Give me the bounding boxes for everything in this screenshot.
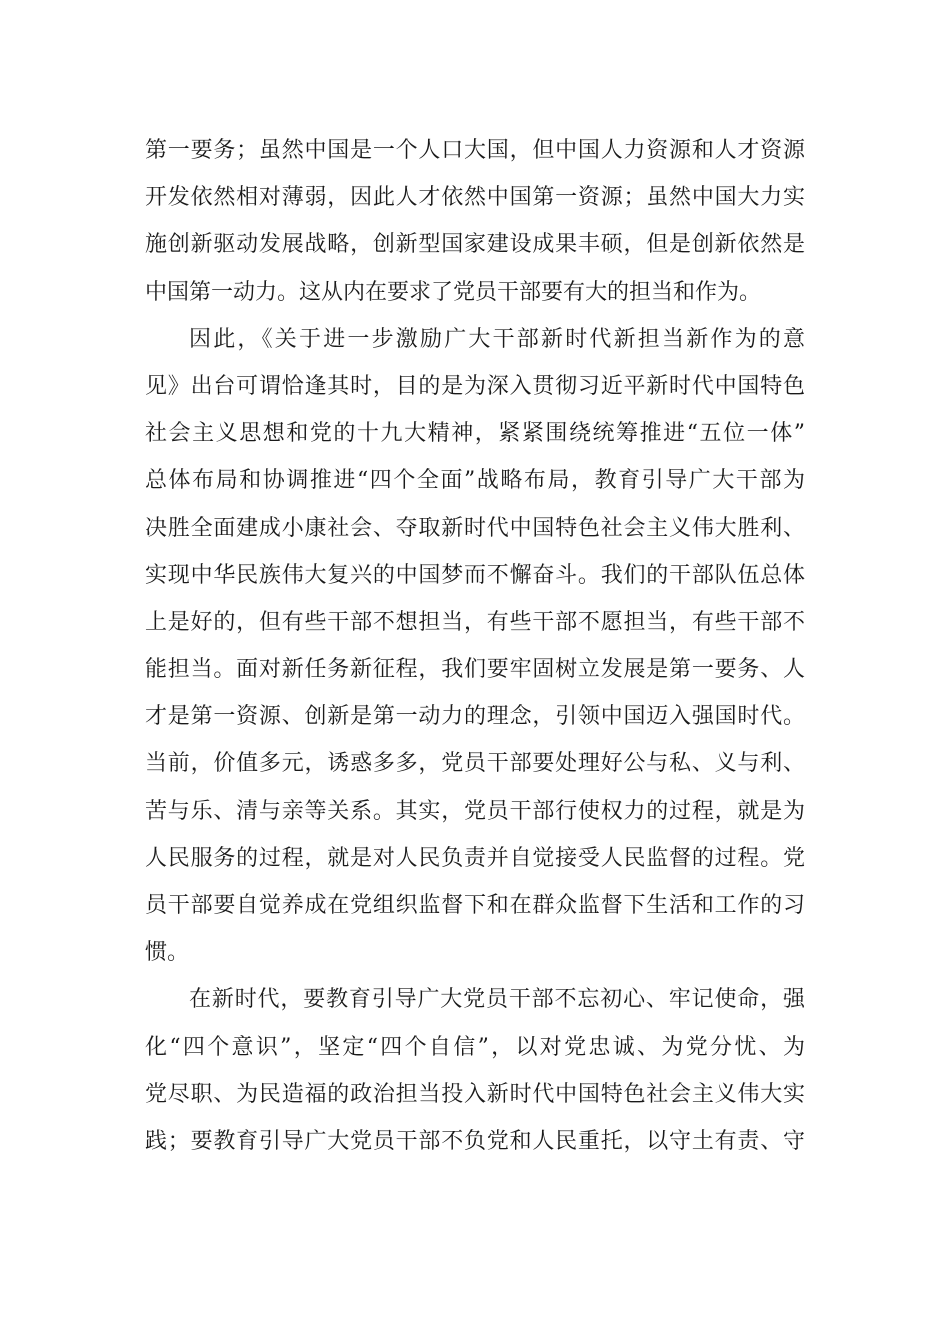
text-line: 上是好的，但有些干部不想担当，有些干部不愿担当，有些干部不 [145, 609, 805, 635]
text-line: 总体布局和协调推进“四个全面”战略布局，教育引导广大干部为 [145, 468, 805, 494]
text-line: 施创新驱动发展战略，创新型国家建设成果丰硕，但是创新依然是 [145, 232, 805, 258]
paragraph-start-line: 因此，《关于进一步激励广大干部新时代新担当新作为的意 [189, 326, 805, 352]
text-line: 员干部要自觉养成在党组织监督下和在群众监督下生活和工作的习 [145, 893, 805, 918]
body-text [145, 127, 805, 1165]
text-line: 社会主义思想和党的十九大精神，紧紧围绕统筹推进“五位一体” [145, 421, 805, 447]
text-line: 中国第一动力。这从内在要求了党员干部要有大的担当和作为。 [145, 279, 762, 305]
text-line: 践；要教育引导广大党员干部不负党和人民重托，以守土有责、守 [145, 1128, 805, 1154]
text-line: 苦与乐、清与亲等关系。其实，党员干部行使权力的过程，就是为 [145, 798, 805, 824]
text-line: 第一要务；虽然中国是一个人口大国，但中国人力资源和人才资源 [145, 138, 805, 163]
paragraph-start-line: 在新时代，要教育引导广大党员干部不忘初心、牢记使命，强 [189, 987, 805, 1013]
text-line: 当前，价值多元，诱惑多多，党员干部要处理好公与私、义与利、 [145, 751, 805, 777]
text-line: 开发依然相对薄弱，因此人才依然中国第一资源；虽然中国大力实 [145, 185, 805, 211]
text-line: 党尽职、为民造福的政治担当投入新时代中国特色社会主义伟大实 [145, 1081, 805, 1107]
text-line: 实现中华民族伟大复兴的中国梦而不懈奋斗。我们的干部队伍总体 [145, 562, 805, 588]
text-line: 惯。 [145, 940, 190, 966]
text-line: 能担当。面对新任务新征程，我们要牢固树立发展是第一要务、人 [145, 657, 805, 683]
text-line: 见》出台可谓恰逢其时，目的是为深入贯彻习近平新时代中国特色 [145, 373, 805, 399]
text-line: 化“四个意识”，坚定“四个自信”，以对党忠诚、为党分忧、为 [145, 1034, 805, 1060]
text-line: 决胜全面建成小康社会、夺取新时代中国特色社会主义伟大胜利、 [145, 515, 805, 541]
text-line: 才是第一资源、创新是第一动力的理念，引领中国迈入强国时代。 [145, 704, 805, 730]
text-line: 人民服务的过程，就是对人民负责并自觉接受人民监督的过程。党 [145, 845, 805, 871]
